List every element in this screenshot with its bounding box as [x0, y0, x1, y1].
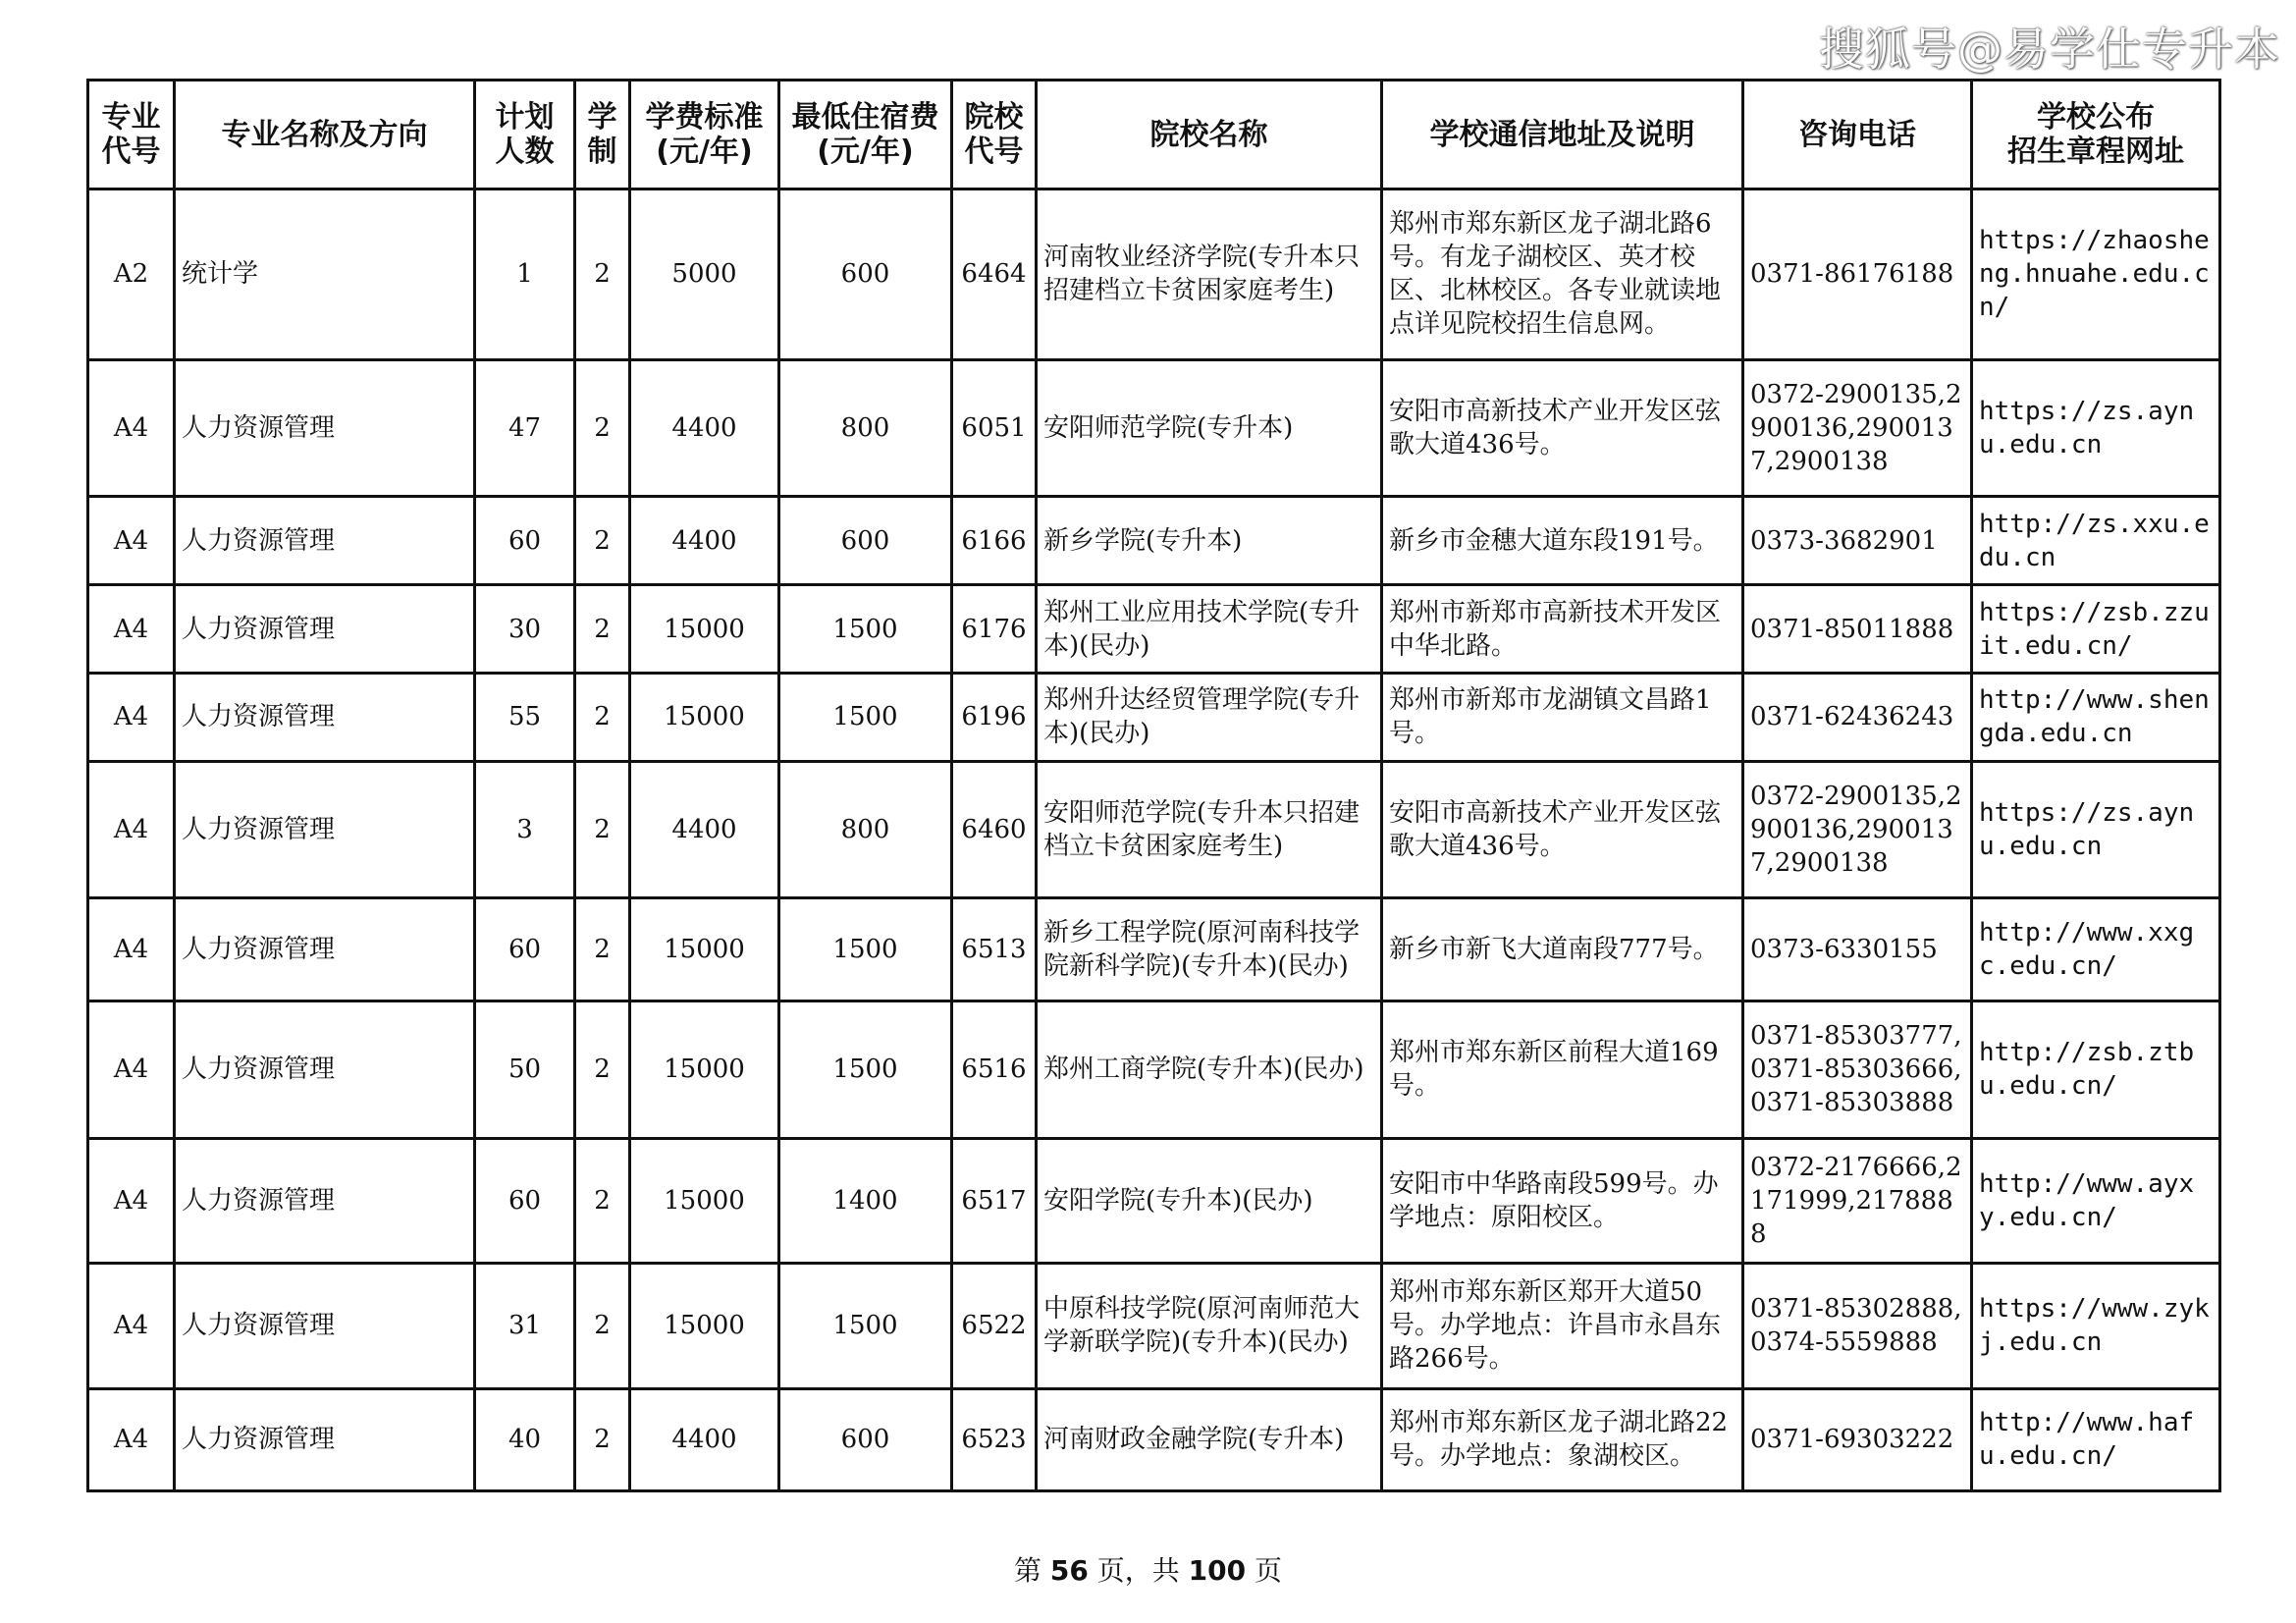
column-header-line1: 学: [587, 100, 617, 135]
phone-cell: 0371-85303777,0371-85303666,0371-85303888: [1743, 1001, 1972, 1138]
url-cell: https://www.zykj.edu.cn: [1972, 1264, 2220, 1389]
address-cell: 郑州市郑东新区龙子湖北路22号。办学地点：象湖校区。: [1382, 1388, 1743, 1490]
admissions-table: [86, 79, 2221, 1492]
study-years-cell: 2: [575, 1264, 630, 1389]
footer-prefix: 第: [1013, 1554, 1041, 1587]
study-years-cell: 2: [575, 898, 630, 1001]
column-header-line1: 院校: [964, 100, 1024, 135]
major-name-cell: 人力资源管理: [175, 1264, 475, 1389]
dorm-fee-cell: 800: [779, 761, 952, 898]
dorm-fee-cell: 1500: [779, 585, 952, 674]
column-header-line2: (元/年): [656, 135, 753, 169]
phone-cell: 0371-85011888: [1743, 585, 1972, 674]
column-header-line1: 学校通信地址及说明: [1429, 117, 1695, 152]
major-code-cell: A4: [88, 359, 175, 497]
school-name-cell: 新乡工程学院(原河南科技学院新科学院)(专升本)(民办): [1037, 898, 1382, 1001]
table-row: [88, 497, 2220, 585]
column-header: [88, 81, 175, 189]
plan-count-cell: 40: [475, 1388, 575, 1490]
school-name-cell: 安阳学院(专升本)(民办): [1037, 1138, 1382, 1264]
address-cell: 新乡市新飞大道南段777号。: [1382, 898, 1743, 1001]
school-name-cell: 河南牧业经济学院(专升本只招建档立卡贫困家庭考生): [1037, 189, 1382, 360]
phone-cell: 0373-6330155: [1743, 898, 1972, 1001]
tuition-cell: 4400: [630, 359, 779, 497]
study-years-cell: 2: [575, 1138, 630, 1264]
school-code-cell: 6051: [952, 359, 1037, 497]
url-cell: http://zsb.ztbu.edu.cn/: [1972, 1001, 2220, 1138]
watermark-text: 搜狐号@易学仕专升本: [1819, 23, 2280, 76]
study-years-cell: 2: [575, 497, 630, 585]
address-cell: 安阳市高新技术产业开发区弦歌大道436号。: [1382, 359, 1743, 497]
plan-count-cell: 3: [475, 761, 575, 898]
table-header-row: [88, 81, 2220, 189]
school-code-cell: 6176: [952, 585, 1037, 674]
table-row: [88, 1001, 2220, 1138]
study-years-cell: 2: [575, 585, 630, 674]
plan-count-cell: 55: [475, 673, 575, 761]
plan-count-cell: 60: [475, 497, 575, 585]
dorm-fee-cell: 800: [779, 359, 952, 497]
address-cell: 安阳市高新技术产业开发区弦歌大道436号。: [1382, 761, 1743, 898]
school-code-cell: 6196: [952, 673, 1037, 761]
table-row: [88, 585, 2220, 674]
major-code-cell: A2: [88, 189, 175, 360]
study-years-cell: 2: [575, 1001, 630, 1138]
major-code-cell: A4: [88, 497, 175, 585]
school-name-cell: 郑州工商学院(专升本)(民办): [1037, 1001, 1382, 1138]
phone-cell: 0371-85302888,0374-5559888: [1743, 1264, 1972, 1389]
column-header-line2: 制: [587, 135, 617, 169]
table-row: [88, 1264, 2220, 1389]
column-header: [1743, 81, 1972, 189]
major-code-cell: A4: [88, 1138, 175, 1264]
tuition-cell: 4400: [630, 761, 779, 898]
column-header: [952, 81, 1037, 189]
tuition-cell: 5000: [630, 189, 779, 360]
plan-count-cell: 60: [475, 898, 575, 1001]
url-cell: http://www.hafu.edu.cn/: [1972, 1388, 2220, 1490]
major-name-cell: 人力资源管理: [175, 898, 475, 1001]
school-name-cell: 中原科技学院(原河南师范大学新联学院)(专升本)(民办): [1037, 1264, 1382, 1389]
column-header-line2: 招生章程网址: [2007, 135, 2184, 169]
footer-suffix: 页: [1255, 1554, 1283, 1587]
major-code-cell: A4: [88, 673, 175, 761]
phone-cell: 0371-69303222: [1743, 1388, 1972, 1490]
major-code-cell: A4: [88, 1001, 175, 1138]
url-cell: http://www.ayxy.edu.cn/: [1972, 1138, 2220, 1264]
major-code-cell: A4: [88, 898, 175, 1001]
plan-count-cell: 50: [475, 1001, 575, 1138]
address-cell: 安阳市中华路南段599号。办学地点：原阳校区。: [1382, 1138, 1743, 1264]
school-name-cell: 安阳师范学院(专升本只招建档立卡贫困家庭考生): [1037, 761, 1382, 898]
column-header-line1: 最低住宿费: [791, 100, 939, 135]
major-name-cell: 统计学: [175, 189, 475, 360]
study-years-cell: 2: [575, 359, 630, 497]
address-cell: 新乡市金穗大道东段191号。: [1382, 497, 1743, 585]
url-cell: http://www.shengda.edu.cn: [1972, 673, 2220, 761]
major-code-cell: A4: [88, 761, 175, 898]
major-code-cell: A4: [88, 1388, 175, 1490]
school-code-cell: 6522: [952, 1264, 1037, 1389]
url-cell: https://zs.aynu.edu.cn: [1972, 761, 2220, 898]
school-code-cell: 6516: [952, 1001, 1037, 1138]
dorm-fee-cell: 600: [779, 1388, 952, 1490]
tuition-cell: 4400: [630, 1388, 779, 1490]
table-row: [88, 189, 2220, 360]
table-body: [88, 189, 2220, 1491]
column-header: [475, 81, 575, 189]
footer-page-total: 100: [1188, 1554, 1247, 1587]
url-cell: http://zs.xxu.edu.cn: [1972, 497, 2220, 585]
study-years-cell: 2: [575, 189, 630, 360]
column-header-line2: 人数: [495, 135, 555, 169]
major-name-cell: 人力资源管理: [175, 1388, 475, 1490]
footer-middle: 页，共: [1096, 1554, 1180, 1587]
school-code-cell: 6523: [952, 1388, 1037, 1490]
plan-count-cell: 1: [475, 189, 575, 360]
major-name-cell: 人力资源管理: [175, 497, 475, 585]
column-header-line1: 专业: [101, 100, 161, 135]
dorm-fee-cell: 1500: [779, 1264, 952, 1389]
major-name-cell: 人力资源管理: [175, 1001, 475, 1138]
plan-count-cell: 31: [475, 1264, 575, 1389]
phone-cell: 0372-2176666,2171999,2178888: [1743, 1138, 1972, 1264]
dorm-fee-cell: 1500: [779, 1001, 952, 1138]
school-code-cell: 6464: [952, 189, 1037, 360]
column-header: [1037, 81, 1382, 189]
phone-cell: 0371-62436243: [1743, 673, 1972, 761]
address-cell: 郑州市新郑市高新技术开发区中华北路。: [1382, 585, 1743, 674]
url-cell: https://zs.aynu.edu.cn: [1972, 359, 2220, 497]
phone-cell: 0372-2900135,2900136,2900137,2900138: [1743, 761, 1972, 898]
tuition-cell: 15000: [630, 1138, 779, 1264]
major-name-cell: 人力资源管理: [175, 359, 475, 497]
school-name-cell: 安阳师范学院(专升本): [1037, 359, 1382, 497]
column-header-line2: (元/年): [817, 135, 914, 169]
major-code-cell: A4: [88, 585, 175, 674]
tuition-cell: 15000: [630, 898, 779, 1001]
address-cell: 郑州市新郑市龙湖镇文昌路1号。: [1382, 673, 1743, 761]
table-row: [88, 761, 2220, 898]
table-row: [88, 898, 2220, 1001]
column-header: [175, 81, 475, 189]
dorm-fee-cell: 1500: [779, 673, 952, 761]
school-name-cell: 河南财政金融学院(专升本): [1037, 1388, 1382, 1490]
tuition-cell: 15000: [630, 585, 779, 674]
major-name-cell: 人力资源管理: [175, 1138, 475, 1264]
major-name-cell: 人力资源管理: [175, 761, 475, 898]
url-cell: https://zhaosheng.hnuahe.edu.cn/: [1972, 189, 2220, 360]
dorm-fee-cell: 1400: [779, 1138, 952, 1264]
table-row: [88, 673, 2220, 761]
tuition-cell: 15000: [630, 673, 779, 761]
address-cell: 郑州市郑东新区前程大道169号。: [1382, 1001, 1743, 1138]
address-cell: 郑州市郑东新区龙子湖北路6号。有龙子湖校区、英才校区、北林校区。各专业就读地点详见院校招生信息网。: [1382, 189, 1743, 360]
dorm-fee-cell: 600: [779, 189, 952, 360]
url-cell: https://zsb.zzuit.edu.cn/: [1972, 585, 2220, 674]
table-row: [88, 1388, 2220, 1490]
study-years-cell: 2: [575, 673, 630, 761]
column-header-line1: 院校名称: [1149, 117, 1268, 152]
major-code-cell: A4: [88, 1264, 175, 1389]
footer-page-number: 56: [1049, 1554, 1089, 1587]
column-header: [575, 81, 630, 189]
table-row: [88, 359, 2220, 497]
column-header: [1382, 81, 1743, 189]
url-cell: http://www.xxgc.edu.cn/: [1972, 898, 2220, 1001]
tuition-cell: 15000: [630, 1264, 779, 1389]
school-name-cell: 新乡学院(专升本): [1037, 497, 1382, 585]
plan-count-cell: 30: [475, 585, 575, 674]
major-name-cell: 人力资源管理: [175, 673, 475, 761]
plan-count-cell: 60: [475, 1138, 575, 1264]
plan-count-cell: 47: [475, 359, 575, 497]
column-header-line1: 计划: [495, 100, 555, 135]
column-header-line1: 专业名称及方向: [221, 117, 428, 152]
column-header-line2: 代号: [964, 135, 1024, 169]
school-name-cell: 郑州工业应用技术学院(专升本)(民办): [1037, 585, 1382, 674]
column-header: [1972, 81, 2220, 189]
study-years-cell: 2: [575, 1388, 630, 1490]
school-code-cell: 6513: [952, 898, 1037, 1001]
school-code-cell: 6166: [952, 497, 1037, 585]
tuition-cell: 15000: [630, 1001, 779, 1138]
column-header-line2: 代号: [101, 135, 161, 169]
major-name-cell: 人力资源管理: [175, 585, 475, 674]
page-footer: [0, 1549, 2296, 1589]
address-cell: 郑州市郑东新区郑开大道50号。办学地点：许昌市永昌东路266号。: [1382, 1264, 1743, 1389]
school-name-cell: 郑州升达经贸管理学院(专升本)(民办): [1037, 673, 1382, 761]
school-code-cell: 6517: [952, 1138, 1037, 1264]
school-code-cell: 6460: [952, 761, 1037, 898]
dorm-fee-cell: 1500: [779, 898, 952, 1001]
study-years-cell: 2: [575, 761, 630, 898]
column-header: [630, 81, 779, 189]
phone-cell: 0371-86176188: [1743, 189, 1972, 360]
phone-cell: 0372-2900135,2900136,2900137,2900138: [1743, 359, 1972, 497]
tuition-cell: 4400: [630, 497, 779, 585]
phone-cell: 0373-3682901: [1743, 497, 1972, 585]
column-header-line1: 咨询电话: [1798, 117, 1916, 152]
column-header-line1: 学校公布: [2037, 100, 2155, 135]
table-row: [88, 1138, 2220, 1264]
dorm-fee-cell: 600: [779, 497, 952, 585]
column-header: [779, 81, 952, 189]
column-header-line1: 学费标准: [645, 100, 764, 135]
